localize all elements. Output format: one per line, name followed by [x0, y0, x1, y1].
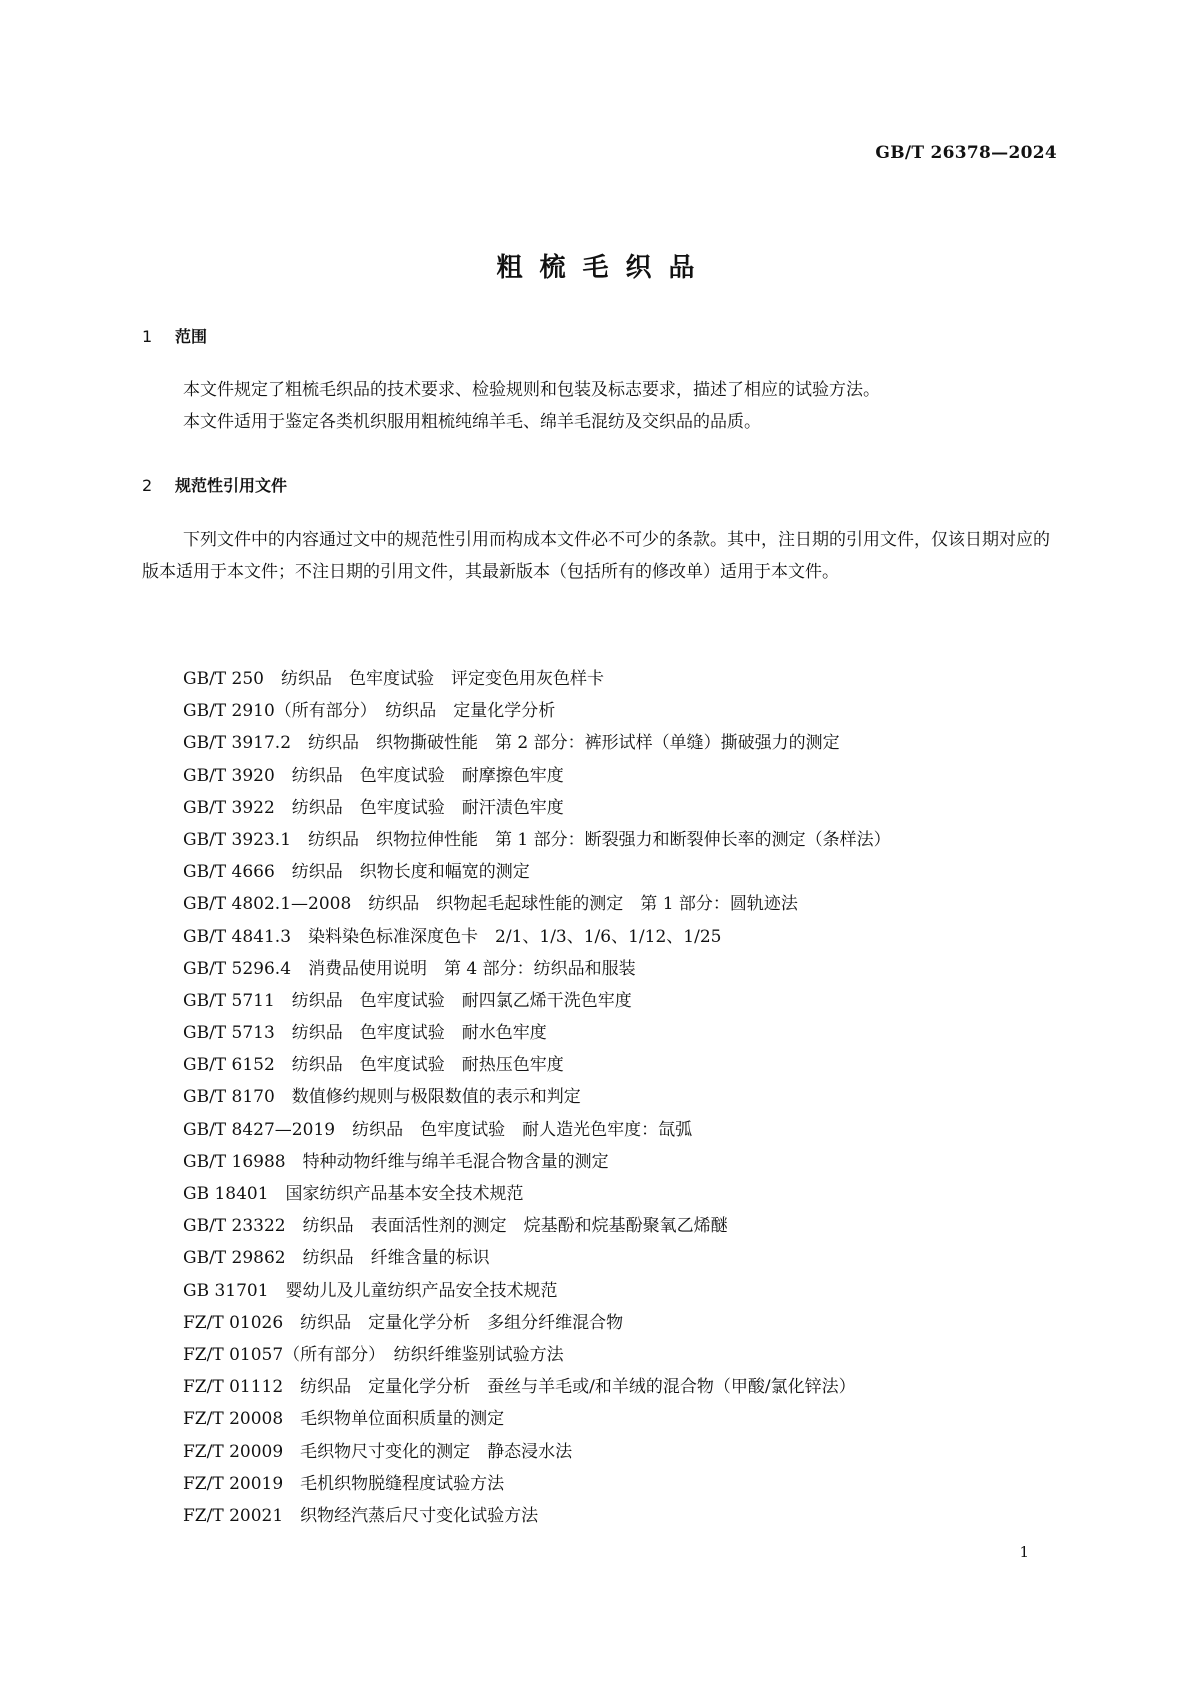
reference-item: FZ/T 20021 织物经汽蒸后尺寸变化试验方法 [183, 1505, 539, 1526]
reference-item: FZ/T 20009 毛织物尺寸变化的测定 静态浸水法 [183, 1441, 573, 1462]
reference-item: FZ/T 01112 纺织品 定量化学分析 蚕丝与羊毛或/和羊绒的混合物（甲酸/氯化锌法） [183, 1377, 856, 1398]
reference-item: GB/T 3923.1 纺织品 织物拉伸性能 第 1 部分：断裂强力和断裂伸长率的测定（条样法） [183, 829, 891, 850]
section-1-heading [142, 324, 207, 347]
reference-item: GB/T 4666 纺织品 织物长度和幅宽的测定 [183, 862, 530, 883]
reference-item: FZ/T 01026 纺织品 定量化学分析 多组分纤维混合物 [183, 1312, 624, 1333]
reference-item: GB/T 3922 纺织品 色牢度试验 耐汗渍色牢度 [183, 797, 564, 818]
section-1-number: 1 [142, 327, 153, 346]
reference-item: FZ/T 20008 毛织物单位面积质量的测定 [183, 1409, 505, 1430]
reference-item: GB/T 8427—2019 纺织品 色牢度试验 耐人造光色牢度：氙弧 [183, 1119, 693, 1140]
section-1-title: 范围 [175, 327, 208, 346]
standard-code: GB/T 26378—2024 [875, 143, 1057, 163]
normative-references-intro: 下列文件中的内容通过文中的规范性引用而构成本文件必不可少的条款。其中，注日期的引用文件，仅该日期对应的版本适用于本文件；不注日期的引用文件，其最新版本（包括所有的修改单）适用于本文件。 [142, 530, 1050, 582]
reference-item: GB/T 5711 纺织品 色牢度试验 耐四氯乙烯干洗色牢度 [183, 990, 632, 1011]
reference-item: GB/T 8170 数值修约规则与极限数值的表示和判定 [183, 1087, 581, 1108]
reference-item: GB/T 16988 特种动物纤维与绵羊毛混合物含量的测定 [183, 1151, 609, 1172]
reference-item: FZ/T 01057（所有部分） 纺织纤维鉴别试验方法 [183, 1344, 564, 1365]
reference-item: FZ/T 20019 毛机织物脱缝程度试验方法 [183, 1473, 505, 1494]
reference-item: GB/T 3917.2 纺织品 织物撕破性能 第 2 部分：裤形试样（单缝）撕破强力的测定 [183, 733, 840, 754]
document-title: 粗梳毛织品 [496, 253, 712, 283]
section-2-heading [142, 473, 287, 496]
reference-item: GB 31701 婴幼儿及儿童纺织产品安全技术规范 [183, 1280, 558, 1301]
reference-item: GB/T 4841.3 染料染色标准深度色卡 2/1、1/3、1/6、1/12、1/25 [183, 926, 722, 947]
reference-item: GB 18401 国家纺织产品基本安全技术规范 [183, 1184, 524, 1204]
reference-item: GB/T 5713 纺织品 色牢度试验 耐水色牢度 [183, 1023, 547, 1044]
reference-item: GB/T 250 纺织品 色牢度试验 评定变色用灰色样卡 [183, 669, 604, 689]
reference-item: GB/T 23322 纺织品 表面活性剂的测定 烷基酚和烷基酚聚氧乙烯醚 [183, 1216, 728, 1237]
reference-list [183, 663, 891, 1532]
scope-paragraph-2: 本文件适用于鉴定各类机织服用粗梳纯绵羊毛、绵羊毛混纺及交织品的品质。 [183, 412, 761, 432]
reference-item: GB/T 4802.1—2008 纺织品 织物起毛起球性能的测定 第 1 部分：圆轨迹法 [183, 894, 798, 915]
reference-item: GB/T 3920 纺织品 色牢度试验 耐摩擦色牢度 [183, 765, 564, 786]
scope-paragraph-1: 本文件规定了粗梳毛织品的技术要求、检验规则和包装及标志要求，描述了相应的试验方法。 [183, 380, 880, 400]
reference-item: GB/T 29862 纺织品 纤维含量的标识 [183, 1248, 490, 1269]
reference-item: GB/T 5296.4 消费品使用说明 第 4 部分：纺织品和服装 [183, 958, 636, 979]
reference-item: GB/T 2910（所有部分） 纺织品 定量化学分析 [183, 701, 556, 722]
section-2-number: 2 [142, 476, 153, 495]
page-number: 1 [1019, 1543, 1029, 1561]
reference-item: GB/T 6152 纺织品 色牢度试验 耐热压色牢度 [183, 1055, 564, 1076]
section-2-title: 规范性引用文件 [175, 476, 288, 495]
